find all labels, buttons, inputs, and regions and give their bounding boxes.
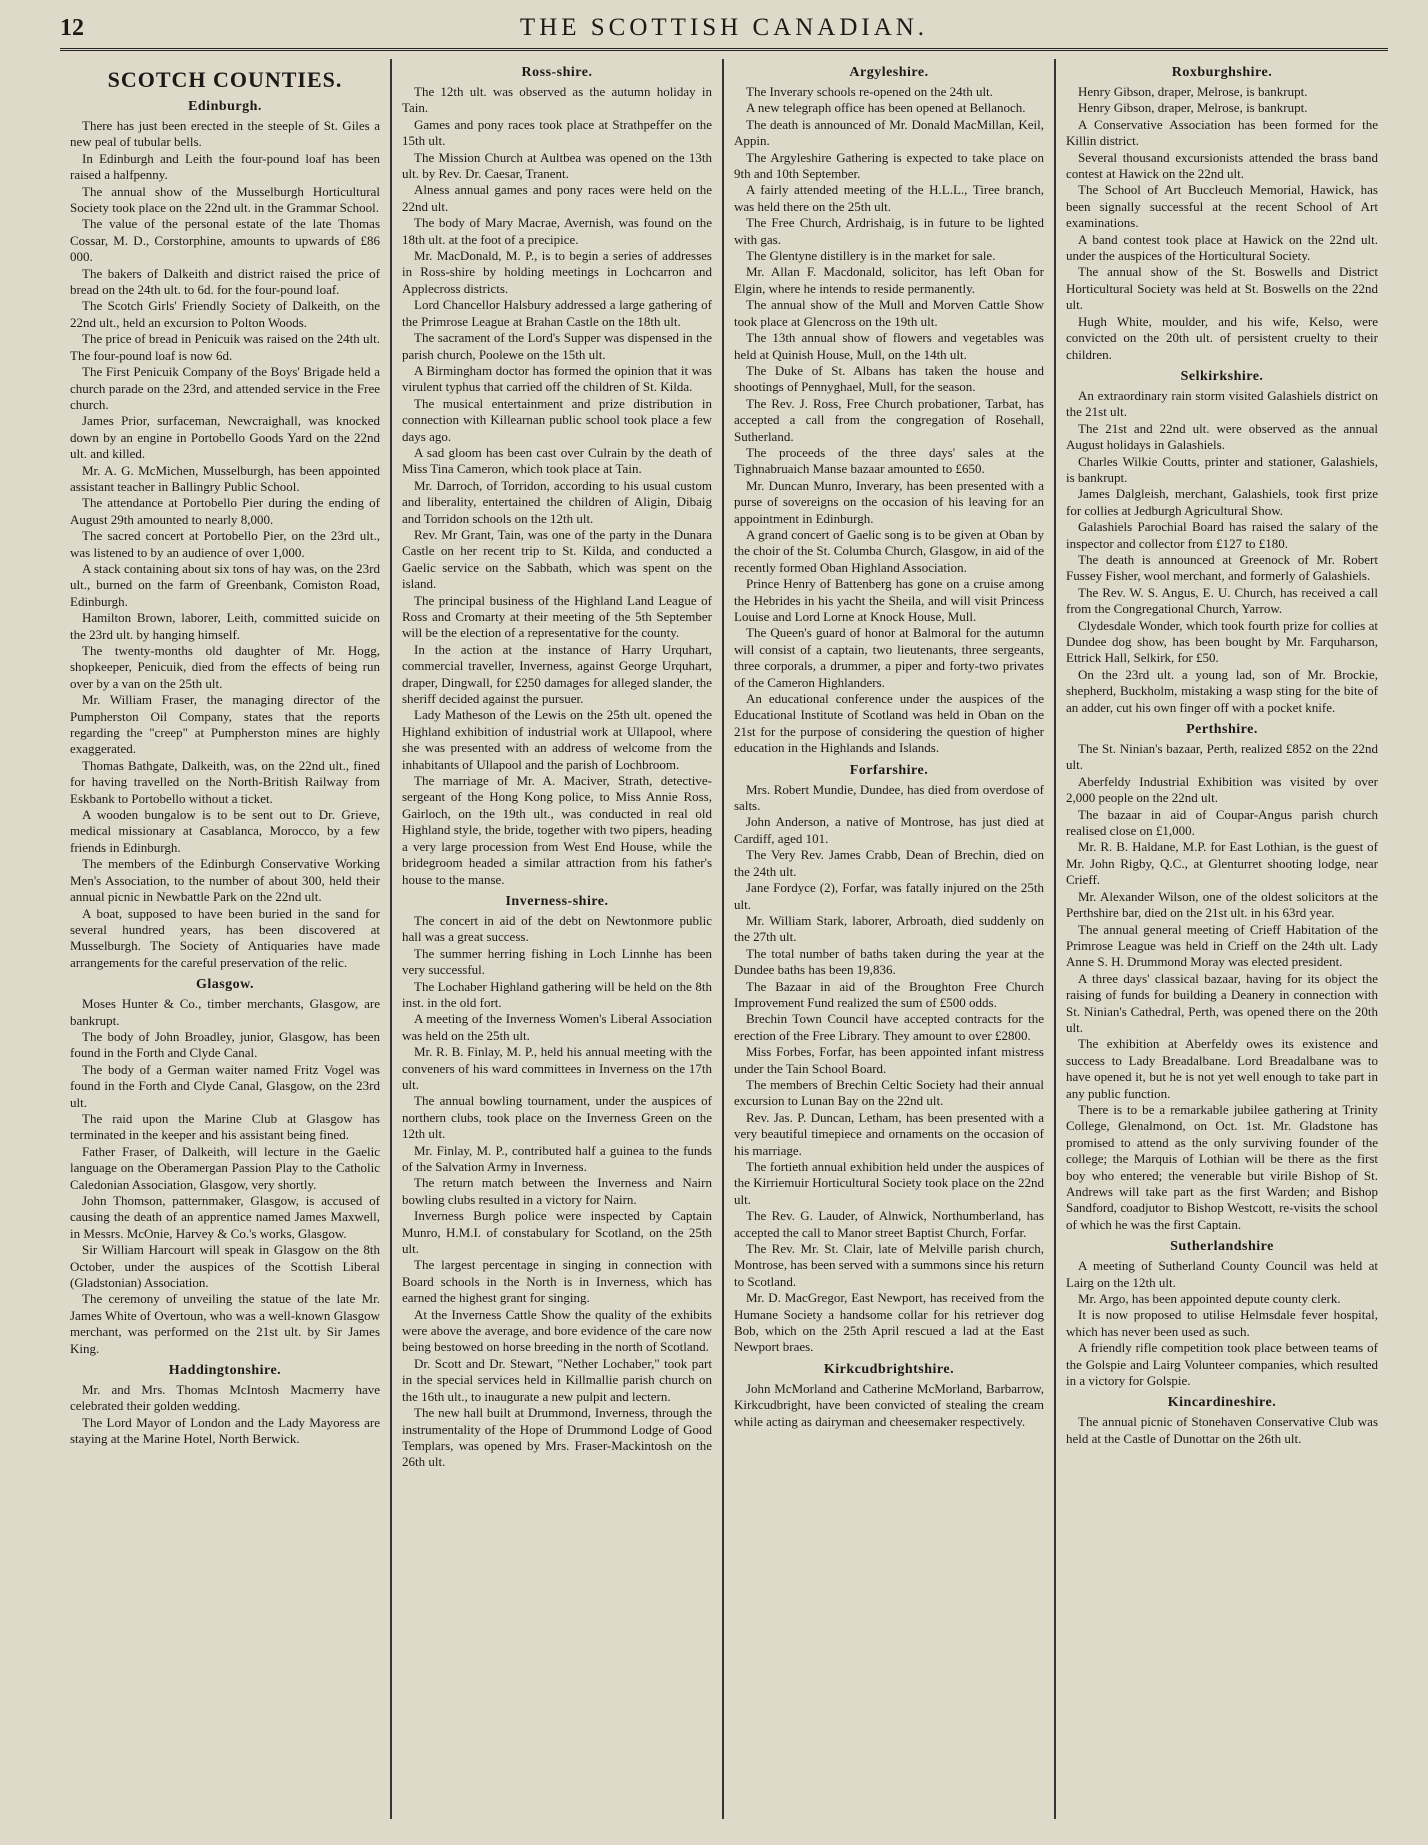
news-item: The annual bowling tournament, under the auspices of northern clubs, took place on the Inverness Green on the 12th ult. <box>402 1093 712 1142</box>
news-item: The sacred concert at Portobello Pier, on the 23rd ult., was listened to by an audience of over 1,000. <box>70 528 380 560</box>
news-item: James Dalgleish, merchant, Galashiels, took first prize for collies at Jedburgh Agricultural Show. <box>1066 486 1378 518</box>
news-item: The Rev. J. Ross, Free Church probationer, Tarbat, has accepted a call from the congregation of Rosehall, Sutherland. <box>734 395 1044 444</box>
news-item: Alness annual games and pony races were held on the 22nd ult. <box>402 182 712 214</box>
column-content <box>70 99 380 1448</box>
news-item: Miss Forbes, Forfar, has been appointed infant mistress under the Tain School Board. <box>734 1044 1044 1076</box>
news-item: The largest percentage in singing in connection with Board schools in the North is in Inverness, which has earned the highest grant for singing. <box>402 1257 712 1306</box>
column-content <box>734 65 1044 1430</box>
news-item: A new telegraph office has been opened at Bellanoch. <box>746 100 1026 116</box>
news-item: Rev. Mr Grant, Tain, was one of the party in the Dunara Castle on her recent trip to St. Kilda, and conducted a Gaelic service on the Sabbath, which was spent on the island. <box>402 526 712 592</box>
news-item: Moses Hunter & Co., timber merchants, Glasgow, are bankrupt. <box>70 996 380 1028</box>
news-item: The principal business of the Highland Land League of Ross and Cromarty at their meeting of the 5th September will be the election of a representative for the county. <box>402 592 712 641</box>
news-item: Aberfeldy Industrial Exhibition was visited by over 2,000 people on the 22nd ult. <box>1066 773 1378 806</box>
news-item: Mr. R. B. Finlay, M. P., held his annual meeting with the conveners of his ward committees in Inverness on the 17th ult. <box>402 1044 712 1092</box>
news-item: Thomas Bathgate, Dalkeith, was, on the 22nd ult., fined for having travelled on the North-British Railway from Eskbank to Portobello without a ticket. <box>70 757 380 806</box>
news-item: The bazaar in aid of Coupar-Angus parish church realised close on £1,000. <box>1066 806 1378 839</box>
county-heading: Kincardineshire. <box>1167 1395 1277 1411</box>
news-item: Hamilton Brown, laborer, Leith, committed suicide on the 23rd ult. by hanging himself. <box>70 610 380 642</box>
news-item: The bakers of Dalkeith and district raised the price of bread on the 24th ult. to 6d. for the four-pound loaf. <box>70 265 380 298</box>
news-item: The Rev. Mr. St. Clair, late of Melville parish church, Montrose, has been served with a summons since his return to Scotland. <box>734 1241 1044 1289</box>
news-item: Rev. Jas. P. Duncan, Letham, has been presented with a very beautiful timepiece and ornaments on the occasion of his marriage. <box>734 1109 1044 1158</box>
county-heading: Sutherlandshire <box>1170 1239 1274 1255</box>
news-item: Several thousand excursionists attended the brass band contest at Hawick on the 22nd ult. <box>1066 149 1378 182</box>
news-item: Mr. William Stark, laborer, Arbroath, died suddenly on the 27th ult. <box>734 912 1044 945</box>
news-item: A fairly attended meeting of the H.L.L., Tiree branch, was held there on the 25th ult. <box>734 182 1044 214</box>
news-item: John McMorland and Catherine McMorland, Barbarrow, Kirkcudbright, have been convicted of stealing the cream while acting as dairyman and cheesemaker respectively. <box>734 1380 1044 1429</box>
news-item: The new hall built at Drummond, Inverness, through the instrumentality of the Hope of Drummond Lodge of Good Templars, was opened by Mrs. Fraser-Mackintosh on the 26th ult. <box>402 1405 712 1470</box>
news-item: A sad gloom has been cast over Culrain by the death of Miss Tina Cameron, which took place at Tain. <box>402 444 712 477</box>
news-item: The value of the personal estate of the late Thomas Cossar, M. D., Corstorphine, amounts to upwards of £86 000. <box>70 216 380 265</box>
news-item: Hugh White, moulder, and his wife, Kelso, were convicted on the 20th ult. of persistent cruelty to their children. <box>1066 313 1378 362</box>
news-item: The concert in aid of the debt on Newtonmore public hall was a great success. <box>402 912 712 945</box>
news-item: Mr. and Mrs. Thomas McIntosh Macmerry have celebrated their golden wedding. <box>70 1382 380 1414</box>
news-item: Mrs. Robert Mundie, Dundee, has died from overdose of salts. <box>734 781 1044 814</box>
news-item: Mr. MacDonald, M. P., is to begin a series of addresses in Ross-shire by holding meetings in Lochcarron and Applecross districts. <box>402 248 712 296</box>
news-item: The Mission Church at Aultbea was opened on the 13th ult. by Rev. Dr. Caesar, Tranent. <box>402 149 712 182</box>
section-title: SCOTCH COUNTIES. <box>107 67 343 92</box>
news-item: Clydesdale Wonder, which took fourth prize for collies at Dundee dog show, has been bought by Mr. Farquharson, Ettrick Hall, Selkirk, for £50. <box>1066 617 1378 666</box>
news-item: The annual show of the Musselburgh Horticultural Society took place on the 22nd ult. in the Grammar School. <box>70 183 380 216</box>
news-item: An extraordinary rain storm visited Galashiels district on the 21st ult. <box>1066 387 1378 420</box>
news-item: The Argyleshire Gathering is expected to take place on 9th and 10th September. <box>734 149 1044 182</box>
news-item: The Glentyne distillery is in the market for sale. <box>746 248 996 264</box>
news-item: The members of the Edinburgh Conservative Working Men's Association, to the number of about 300, held their annual picnic in Newbattle Park on the 22nd ult. <box>70 856 380 905</box>
news-item: The members of Brechin Celtic Society had their annual excursion to Lunan Bay on the 22nd ult. <box>734 1076 1044 1109</box>
news-item: Galashiels Parochial Board has raised the salary of the inspector and collector from £127 to £180. <box>1066 519 1378 551</box>
news-item: The twenty-months old daughter of Mr. Hogg, shopkeeper, Penicuik, died from the effects of being run over by a van on the 25th ult. <box>70 643 380 691</box>
news-item: The annual picnic of Stonehaven Conservative Club was held at the Castle of Dunottar on the 26th ult. <box>1066 1414 1378 1446</box>
news-item: The 12th ult. was observed as the autumn holiday in Tain. <box>402 84 712 116</box>
news-item: An educational conference under the auspices of the Educational Institute of Scotland was held in Oban on the 21st for the purpose of considering the question of higher education in the Highlands and Islands. <box>734 691 1044 756</box>
news-item: Lady Matheson of the Lewis on the 25th ult. opened the Highland exhibition of industrial work at Ullapool, where she was presented with an address of welcome from the inhabitants of Ullapool and the parish of Lochbroom. <box>402 707 712 772</box>
news-item: Mr. Duncan Munro, Inverary, has been presented with a purse of sovereigns on the occasion of his leaving for an appointment in Edinburgh. <box>734 477 1044 526</box>
news-item: The body of Mary Macrae, Avernish, was found on the 18th ult. at the foot of a precipice. <box>402 215 712 247</box>
news-item: The Rev. W. S. Angus, E. U. Church, has received a call from the Congregational Church, Yarrow. <box>1066 584 1378 617</box>
county-heading: Forfarshire. <box>849 762 929 778</box>
column-content <box>402 65 712 1471</box>
county-heading: Ross-shire. <box>521 65 593 80</box>
news-item: Lord Chancellor Halsbury addressed a large gathering of the Primrose League at Brahan Castle on the 18th ult. <box>402 297 712 329</box>
news-item: Henry Gibson, draper, Melrose, is bankrupt. <box>1078 84 1308 99</box>
news-item: The Very Rev. James Crabb, Dean of Brechin, died on the 24th ult. <box>734 847 1044 879</box>
news-item: Mr. A. G. McMichen, Musselburgh, has been appointed assistant teacher in Ballingry Public School. <box>70 462 380 494</box>
news-item: The Inverary schools re-opened on the 24th ult. <box>746 84 993 99</box>
news-item: The Queen's guard of honor at Balmoral for the autumn will consist of a captain, two lieutenants, three sergeants, three corporals, a drummer, a piper and forty-two privates of the Cameron Highlanders. <box>734 625 1044 690</box>
news-item: In Edinburgh and Leith the four-pound loaf has been raised a halfpenny. <box>70 150 380 183</box>
county-heading: Selkirkshire. <box>1180 368 1264 384</box>
news-item: The School of Art Buccleuch Memorial, Hawick, has been signally successful at the recent School of Art examinations. <box>1066 182 1378 231</box>
news-item: The proceeds of the three days' sales at the Tighnabruaich Manse bazaar amounted to £650. <box>734 444 1044 477</box>
news-item: At the Inverness Cattle Show the quality of the exhibits were above the average, and bore evidence of the care now being bestowed on horse breeding in the north of Scotland. <box>402 1306 712 1355</box>
news-item: Dr. Scott and Dr. Stewart, "Nether Lochaber," took part in the special services held in Killmallie parish church on the 16th ult., to inaugurate a new pulpit and lectern. <box>402 1355 712 1404</box>
county-heading: Inverness-shire. <box>505 893 609 909</box>
news-item: The death is announced at Greenock of Mr. Robert Fussey Fisher, wool merchant, and formerly of Galashiels. <box>1066 551 1378 584</box>
news-item: Mr. William Fraser, the managing director of the Pumpherston Oil Company, states that the reports regarding the "creep" at Pumpherston mines are highly exaggerated. <box>70 692 380 757</box>
news-item: Mr. Allan F. Macdonald, solicitor, has left Oban for Elgin, where he intends to reside permanently. <box>734 264 1044 296</box>
news-item: The fortieth annual exhibition held under the auspices of the Kirriemuir Horticultural Society took place on the 22nd ult. <box>734 1159 1044 1207</box>
news-item: James Prior, surfaceman, Newcraighall, was knocked down by an engine in Portobello Goods Yard on the 22nd ult. and killed. <box>70 413 380 462</box>
news-item: The attendance at Portobello Pier during the ending of August 29th amounted to nearly 8,000. <box>70 495 380 527</box>
news-item: A three days' classical bazaar, having for its object the raising of funds for building a Deanery in connection with St. Ninian's Cathedral, Perth, was opened there on the 20th ult. <box>1066 970 1378 1035</box>
page-number: 12 <box>60 14 84 41</box>
news-item: The summer herring fishing in Loch Linnhe has been very successful. <box>402 945 712 978</box>
news-item: In the action at the instance of Harry Urquhart, commercial traveller, Inverness, against George Urquhart, draper, Dingwall, for £250 damages for alleged slander, the sheriff decided against the pursuer. <box>402 641 712 707</box>
news-item: A grand concert of Gaelic song is to be given at Oban by the choir of the St. Columba Church, Glasgow, in aid of the recently formed Oban Highland Association. <box>734 526 1044 575</box>
news-item: The raid upon the Marine Club at Glasgow has terminated in the keeper and his assistant being fined. <box>70 1110 380 1143</box>
news-item: Games and pony races took place at Strathpeffer on the 15th ult. <box>402 116 712 149</box>
news-item: A Conservative Association has been formed for the Killin district. <box>1066 116 1378 149</box>
news-item: A friendly rifle competition took place between teams of the Golspie and Lairg Volunteer companies, which resulted in a victory for Golspie. <box>1066 1340 1378 1389</box>
news-item: The 13th annual show of flowers and vegetables was held at Quinish House, Mull, on the 14th ult. <box>734 330 1044 362</box>
news-item: The body of John Broadley, junior, Glasgow, has been found in the Forth and Clyde Canal. <box>70 1028 380 1061</box>
news-item: The ceremony of unveiling the statue of the late Mr. James White of Overtoun, who was a well-known Glasgow merchant, was performed on the 21st ult. by Sir James King. <box>70 1291 380 1356</box>
news-item: Mr. Darroch, of Torridon, according to his usual custom and liberality, entertained the children of Aligin, Dibaig and Torridon schools on the 12th ult. <box>402 477 712 526</box>
column-1 <box>60 59 392 1819</box>
news-item: The body of a German waiter named Fritz Vogel was found in the Forth and Clyde Canal, Glasgow, on the 23rd ult. <box>70 1061 380 1110</box>
news-item: On the 23rd ult. a young lad, son of Mr. Brockie, shepherd, Buckholm, mistaking a wasp sting for the bite of an adder, cut his own finger off with a pocket knife. <box>1066 666 1378 715</box>
news-item: The exhibition at Aberfeldy owes its existence and success to Lady Breadalbane. Lord Breadalbane was to have opened it, but he is not yet well enough to take part in any public function. <box>1066 1036 1378 1101</box>
news-item: A band contest took place at Hawick on the 22nd ult. under the auspices of the Horticultural Society. <box>1066 231 1378 264</box>
news-item: The First Penicuik Company of the Boys' Brigade held a church parade on the 23rd, and attended service in the Free church. <box>70 364 380 412</box>
column-content <box>1066 65 1378 1447</box>
news-item: Mr. Alexander Wilson, one of the oldest solicitors at the Perthshire bar, died on the 21st ult. in his 63rd year. <box>1066 888 1378 921</box>
news-item: Sir William Harcourt will speak in Glasgow on the 8th October, under the auspices of the Scottish Liberal (Gladstonian) Association. <box>70 1242 380 1291</box>
column-4 <box>1056 59 1388 1819</box>
news-item: The marriage of Mr. A. Maciver, Strath, detective-sergeant of the Hong Kong police, to Miss Annie Ross, Gairloch, on the 19th ult., was conducted in real old Highland style, the bride, together with two pipers, heading a very large procession from West End House, while the bridegroom headed a similar attraction from his father's house to the manse. <box>402 773 712 887</box>
news-item: A meeting of the Inverness Women's Liberal Association was held on the 25th ult. <box>402 1011 712 1043</box>
news-item: The return match between the Inverness and Nairn bowling clubs resulted in a victory for Nairn. <box>402 1175 712 1207</box>
news-item: Prince Henry of Battenberg has gone on a cruise among the Hebrides in his yacht the Sheila, and will visit Princess Louise and Lord Lorne at Knock House, Mull. <box>734 576 1044 624</box>
column-3 <box>724 59 1056 1819</box>
news-item: Jane Fordyce (2), Forfar, was fatally injured on the 25th ult. <box>734 880 1044 912</box>
news-item: The Scotch Girls' Friendly Society of Dalkeith, on the 22nd ult., held an excursion to Polton Woods. <box>70 298 380 330</box>
county-heading: Glasgow. <box>195 977 255 993</box>
news-item: A stack containing about six tons of hay was, on the 23rd ult., burned on the farm of Greenbank, Comiston Road, Edinburgh. <box>70 560 380 609</box>
news-item: Inverness Burgh police were inspected by Captain Munro, H.M.I. of constabulary for Scotland, on the 25th ult. <box>402 1208 712 1257</box>
news-item: Mr. D. MacGregor, East Newport, has received from the Humane Society a handsome collar for his retriever dog Bob, which on the 25th April rescued a lad at the East Newport braes. <box>734 1290 1044 1355</box>
county-heading: Perthshire. <box>1186 722 1258 738</box>
news-item: Mr. R. B. Haldane, M.P. for East Lothian, is the guest of Mr. John Rigby, Q.C., at Glenturret shooting lodge, near Crieff. <box>1066 839 1378 888</box>
masthead <box>60 12 1388 44</box>
news-item: The sacrament of the Lord's Supper was dispensed in the parish church, Poolewe on the 15th ult. <box>402 330 712 362</box>
news-item: John Thomson, patternmaker, Glasgow, is accused of causing the death of an apprentice named James Maxwell, in Messrs. McOnie, Harvey & Co.'s works, Glasgow. <box>70 1193 380 1241</box>
news-item: Mr. Finlay, M. P., contributed half a guinea to the funds of the Salvation Army in Inverness. <box>402 1142 712 1174</box>
column-2 <box>392 59 724 1819</box>
news-item: The annual show of the Mull and Morven Cattle Show took place at Glencross on the 19th ult. <box>734 297 1044 329</box>
news-item: The Free Church, Ardrishaig, is in future to be lighted with gas. <box>734 215 1044 247</box>
news-item: The Bazaar in aid of the Broughton Free Church Improvement Fund realized the sum of £500 odds. <box>734 978 1044 1010</box>
news-item: The annual general meeting of Crieff Habitation of the Primrose League was held in Crieff on the 24th ult. Lady Anne S. H. Drummond Moray was elected president. <box>1066 921 1378 970</box>
masthead-title: THE SCOTTISH CANADIAN. <box>519 14 929 41</box>
news-item: The Duke of St. Albans has taken the house and shootings of Pennyghael, Mull, for the season. <box>734 362 1044 395</box>
county-heading: Haddingtonshire. <box>168 1363 282 1379</box>
news-item: There has just been erected in the steeple of St. Giles a new peal of tubular bells. <box>70 118 380 150</box>
news-item: The total number of baths taken during the year at the Dundee baths has been 19,836. <box>734 945 1044 978</box>
news-item: The musical entertainment and prize distribution in connection with Killearnan public school took place a few days ago. <box>402 395 712 444</box>
news-item: A wooden bungalow is to be sent out to Dr. Grieve, medical missionary at Casablanca, Morocco, by a few friends in Edinburgh. <box>70 807 380 855</box>
news-item: A boat, supposed to have been buried in the sand for several hundred years, has been discovered at Musselburgh. The Society of Antiquaries have made arrangements for the careful preservation of the relic. <box>70 905 380 970</box>
news-item: Mr. Argo, has been appointed depute county clerk. <box>1078 1291 1341 1307</box>
news-item: There is to be a remarkable jubilee gathering at Trinity College, Glenalmond, on Oct. 1st. Mr. Gladstone has promised to attend as the only surviving founder of the college; the Marquis of Lothian will be there as the first boy who entered; the venerable but virile Bishop of St. Andrews will take part as the first Warden; and Bishop Sandford, coadjutor to Bishop Westcott, re-visits the school of which he was the first Captain. <box>1066 1101 1378 1232</box>
news-item: It is now proposed to utilise Helmsdale fever hospital, which has never been used as such. <box>1066 1307 1378 1339</box>
news-item: A meeting of Sutherland County Council was held at Lairg on the 12th ult. <box>1066 1258 1378 1290</box>
county-heading: Edinburgh. <box>188 99 262 114</box>
article-columns <box>60 59 1388 1819</box>
news-item: The Lord Mayor of London and the Lady Mayoress are staying at the Marine Hotel, North Berwick. <box>70 1414 380 1447</box>
masthead-rule <box>60 48 1388 53</box>
county-heading: Roxburghshire. <box>1171 65 1273 80</box>
news-item: Father Fraser, of Dalkeith, will lecture in the Gaelic language on the Oberamergan Passion Play to the Catholic Caledonian Association, Glasgow, very shortly. <box>70 1143 380 1192</box>
news-item: The death is announced of Mr. Donald MacMillan, Keil, Appin. <box>734 116 1044 149</box>
news-item: The Lochaber Highland gathering will be held on the 8th inst. in the old fort. <box>402 978 712 1010</box>
news-item: Brechin Town Council have accepted contracts for the erection of the Free Library. They amount to over £2800. <box>734 1011 1044 1043</box>
news-item: Charles Wilkie Coutts, printer and stationer, Galashiels, is bankrupt. <box>1066 453 1378 485</box>
news-item: The Rev. G. Lauder, of Alnwick, Northumberland, has accepted the call to Manor street Baptist Church, Forfar. <box>734 1208 1044 1240</box>
news-item: John Anderson, a native of Montrose, has just died at Cardiff, aged 101. <box>734 814 1044 846</box>
news-item: The St. Ninian's bazaar, Perth, realized £852 on the 22nd ult. <box>1066 741 1378 773</box>
news-item: The 21st and 22nd ult. were observed as the annual August holidays in Galashiels. <box>1066 420 1378 453</box>
news-item: The annual show of the St. Boswells and District Horticultural Society was held at St. Boswells on the 22nd ult. <box>1066 264 1378 313</box>
news-item: The price of bread in Penicuik was raised on the 24th ult. The four-pound loaf is now 6d. <box>70 331 380 363</box>
county-heading: Argyleshire. <box>849 65 929 80</box>
county-heading: Kirkcudbrightshire. <box>823 1361 955 1377</box>
news-item: A Birmingham doctor has formed the opinion that it was virulent typhus that carried off the children of St. Kilda. <box>402 362 712 395</box>
news-item: Henry Gibson, draper, Melrose, is bankrupt. <box>1078 100 1308 116</box>
